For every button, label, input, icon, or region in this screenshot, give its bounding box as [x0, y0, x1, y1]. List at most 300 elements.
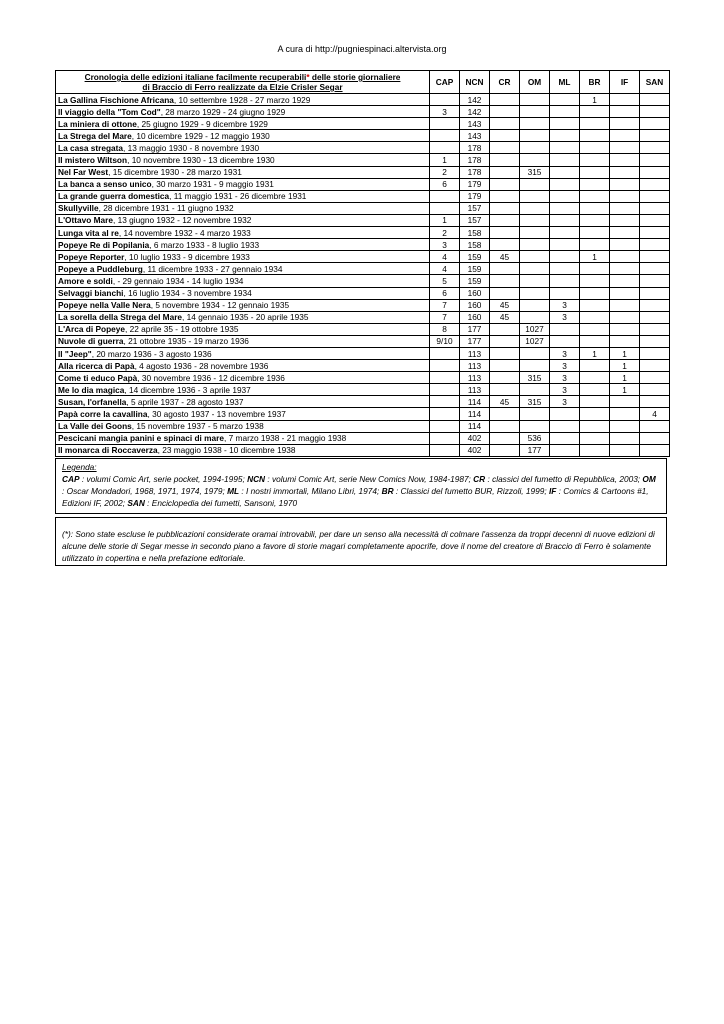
story-title: Papà corre la cavallina	[58, 408, 148, 419]
cell-br	[580, 154, 610, 166]
cell-ncn: 143	[460, 118, 490, 130]
cell-om	[520, 106, 550, 118]
story-dates: , - 29 gennaio 1934 - 14 luglio 1934	[112, 275, 244, 286]
cell-cap	[430, 384, 460, 396]
cell-cap	[430, 420, 460, 432]
chronology-table	[55, 70, 670, 457]
cell-if: 1	[610, 347, 640, 359]
col-header-om: OM	[520, 71, 550, 94]
cell-if	[610, 118, 640, 130]
story-dates: , 30 novembre 1936 - 12 dicembre 1936	[137, 372, 285, 383]
table-row	[56, 396, 670, 408]
cell-ncn: 178	[460, 166, 490, 178]
cell-san	[640, 444, 670, 456]
story-cell	[56, 202, 430, 214]
cell-san	[640, 384, 670, 396]
cell-ml	[550, 214, 580, 226]
cell-ml	[550, 239, 580, 251]
story-dates: , 10 novembre 1930 - 13 dicembre 1930	[127, 155, 275, 166]
legend-abbr: CAP	[62, 474, 80, 484]
table-row	[56, 251, 670, 263]
cell-br	[580, 335, 610, 347]
story-title: Come ti educo Papà	[58, 372, 138, 383]
cell-om	[520, 178, 550, 190]
cell-san	[640, 106, 670, 118]
story-cell	[56, 323, 430, 335]
cell-san	[640, 142, 670, 154]
story-cell	[56, 396, 430, 408]
story-dates: , 15 novembre 1937 - 5 marzo 1938	[131, 421, 264, 432]
cell-ncn: 157	[460, 214, 490, 226]
cell-cap	[430, 444, 460, 456]
site-credit: A cura di http://pugniespinaci.altervista.org	[277, 44, 447, 54]
story-cell	[56, 347, 430, 359]
legend-abbr: NCN	[247, 474, 266, 484]
cell-san	[640, 214, 670, 226]
cell-san	[640, 130, 670, 142]
cell-br	[580, 130, 610, 142]
cell-if	[610, 323, 640, 335]
table-header-row	[56, 71, 670, 94]
cell-cr	[490, 190, 520, 202]
cell-om: 315	[520, 396, 550, 408]
story-cell	[56, 372, 430, 384]
cell-ml	[550, 432, 580, 444]
cell-om	[520, 142, 550, 154]
cell-if: 1	[610, 372, 640, 384]
cell-om	[520, 263, 550, 275]
table-row	[56, 311, 670, 323]
cell-cr	[490, 360, 520, 372]
cell-ml	[550, 227, 580, 239]
footnote-star: *	[306, 72, 310, 82]
cell-if	[610, 130, 640, 142]
legend-title: Legenda:	[62, 462, 97, 472]
story-dates: , 14 gennaio 1935 - 20 aprile 1935	[182, 312, 309, 323]
cell-ncn: 160	[460, 311, 490, 323]
cell-if	[610, 106, 640, 118]
legend-abbr: BR	[381, 486, 394, 496]
cell-ncn: 178	[460, 154, 490, 166]
col-header-cr: CR	[490, 71, 520, 94]
story-cell	[56, 444, 430, 456]
cell-cr	[490, 227, 520, 239]
table-row	[56, 335, 670, 347]
table-row	[56, 347, 670, 359]
story-dates: , 11 dicembre 1933 - 27 gennaio 1934	[142, 263, 283, 274]
table-row	[56, 118, 670, 130]
story-dates: , 28 marzo 1929 - 24 giugno 1929	[160, 106, 286, 117]
cell-san	[640, 251, 670, 263]
cell-if	[610, 335, 640, 347]
cell-om	[520, 239, 550, 251]
cell-cr	[490, 202, 520, 214]
cell-ml	[550, 190, 580, 202]
legend-desc: : volumi Comic Art, serie pocket, 1994-1995;	[79, 474, 248, 484]
cell-cr	[490, 384, 520, 396]
cell-om: 1027	[520, 323, 550, 335]
cell-cap	[430, 118, 460, 130]
cell-cap: 9/10	[430, 335, 460, 347]
story-dates: , 14 novembre 1932 - 4 marzo 1933	[118, 227, 251, 238]
cell-if	[610, 311, 640, 323]
legend-abbr: CR	[473, 474, 486, 484]
cell-br	[580, 287, 610, 299]
cell-if	[610, 299, 640, 311]
cell-cr	[490, 130, 520, 142]
story-cell	[56, 130, 430, 142]
cell-br: 1	[580, 94, 610, 106]
story-title: Popeye nella Valle Nera	[58, 300, 151, 311]
cell-ml	[550, 178, 580, 190]
cell-om	[520, 154, 550, 166]
cell-br	[580, 444, 610, 456]
cell-ml	[550, 287, 580, 299]
cell-if	[610, 408, 640, 420]
table-row	[56, 202, 670, 214]
story-cell	[56, 420, 430, 432]
cell-san	[640, 432, 670, 444]
cell-san	[640, 275, 670, 287]
story-title: Il mistero Wiltson	[58, 155, 128, 166]
legend-abbr: SAN	[127, 498, 145, 508]
story-title: Selvaggi bianchi	[58, 288, 124, 299]
story-cell	[56, 239, 430, 251]
footnote-text: (*): Sono state escluse le pubblicazioni considerate oramai introvabili, per dare un senso alla necessità di colmare l'assenza da troppi decenni di nuove edizioni di alcune delle storie di Segar messe in secondo piano a favore di storie magari completamente apocrife, dove il nome del creatore di Braccio di Ferro è solamente utilizzato in copertina e nella prefazione editoriale.	[62, 529, 655, 563]
table-row	[56, 323, 670, 335]
cell-cap: 2	[430, 227, 460, 239]
cell-om	[520, 227, 550, 239]
story-title: La banca a senso unico	[58, 179, 152, 190]
story-cell	[56, 335, 430, 347]
story-title: Skullyville	[58, 203, 99, 214]
story-title: Popeye Reporter	[58, 251, 125, 262]
story-title: La Valle dei Goons	[58, 421, 132, 432]
cell-cr: 45	[490, 299, 520, 311]
story-dates: , 22 aprile 35 - 19 ottobre 1935	[125, 324, 239, 335]
story-title: Popeye a Puddleburg	[58, 263, 143, 274]
story-dates: , 15 dicembre 1930 - 28 marzo 1931	[108, 167, 242, 178]
table-row	[56, 166, 670, 178]
cell-om	[520, 214, 550, 226]
cell-br: 1	[580, 347, 610, 359]
cell-ncn: 159	[460, 263, 490, 275]
cell-ml	[550, 106, 580, 118]
cell-om	[520, 408, 550, 420]
cell-om: 315	[520, 372, 550, 384]
cell-ml: 3	[550, 299, 580, 311]
cell-cap: 4	[430, 251, 460, 263]
table-row	[56, 190, 670, 202]
story-cell	[56, 190, 430, 202]
cell-br	[580, 275, 610, 287]
story-title: Amore e soldi	[58, 275, 113, 286]
cell-cr	[490, 372, 520, 384]
cell-cr	[490, 263, 520, 275]
cell-if	[610, 444, 640, 456]
cell-san	[640, 202, 670, 214]
cell-if	[610, 190, 640, 202]
cell-cr	[490, 239, 520, 251]
col-header-if: IF	[610, 71, 640, 94]
cell-ml	[550, 408, 580, 420]
story-cell	[56, 275, 430, 287]
legend-desc: : Oscar Mondadori, 1968, 1971, 1974, 1979;	[62, 486, 228, 496]
story-cell	[56, 118, 430, 130]
story-dates: , 13 maggio 1930 - 8 novembre 1930	[123, 142, 260, 153]
story-title: La Strega del Mare	[58, 130, 132, 141]
story-cell	[56, 142, 430, 154]
table-row	[56, 275, 670, 287]
cell-br	[580, 432, 610, 444]
cell-br	[580, 239, 610, 251]
cell-om	[520, 311, 550, 323]
story-dates: , 23 maggio 1938 - 10 dicembre 1938	[157, 445, 296, 456]
cell-ml	[550, 420, 580, 432]
story-title: La grande guerra domestica	[58, 191, 170, 202]
cell-if: 1	[610, 384, 640, 396]
cell-ml	[550, 94, 580, 106]
cell-cr	[490, 275, 520, 287]
cell-om	[520, 275, 550, 287]
cell-om	[520, 299, 550, 311]
cell-cap: 3	[430, 106, 460, 118]
cell-cr	[490, 214, 520, 226]
story-title: Me lo dia magica	[58, 384, 125, 395]
cell-cr	[490, 347, 520, 359]
col-header-cap: CAP	[430, 71, 460, 94]
cell-cr: 45	[490, 251, 520, 263]
story-dates: , 7 marzo 1938 - 21 maggio 1938	[224, 433, 347, 444]
legend-abbr: ML	[227, 486, 240, 496]
cell-cap	[430, 372, 460, 384]
story-cell	[56, 384, 430, 396]
cell-ncn: 160	[460, 287, 490, 299]
cell-ncn: 113	[460, 384, 490, 396]
story-title: Nel Far West	[58, 167, 109, 178]
cell-if: 1	[610, 360, 640, 372]
story-dates: , 14 dicembre 1936 - 3 aprile 1937	[124, 384, 251, 395]
table-row	[56, 178, 670, 190]
cell-if	[610, 287, 640, 299]
cell-ncn: 142	[460, 106, 490, 118]
story-title: Lunga vita al re	[58, 227, 119, 238]
cell-cap	[430, 130, 460, 142]
story-title: Alla ricerca di Papà	[58, 360, 135, 371]
cell-br	[580, 227, 610, 239]
cell-cap: 1	[430, 214, 460, 226]
cell-if	[610, 142, 640, 154]
table-row	[56, 432, 670, 444]
cell-cap: 1	[430, 154, 460, 166]
table-row	[56, 214, 670, 226]
cell-br	[580, 118, 610, 130]
cell-ml: 3	[550, 396, 580, 408]
cell-cr	[490, 323, 520, 335]
cell-br	[580, 323, 610, 335]
cell-ml	[550, 323, 580, 335]
cell-cap: 4	[430, 263, 460, 275]
cell-cr	[490, 432, 520, 444]
story-cell	[56, 154, 430, 166]
cell-cap: 5	[430, 275, 460, 287]
cell-om	[520, 251, 550, 263]
cell-ncn: 158	[460, 227, 490, 239]
table-title-line1-end: delle storie giornaliere	[309, 72, 401, 82]
cell-cap	[430, 202, 460, 214]
cell-br	[580, 299, 610, 311]
cell-san	[640, 347, 670, 359]
table-row	[56, 372, 670, 384]
cell-san	[640, 118, 670, 130]
cell-if	[610, 432, 640, 444]
cell-ncn: 113	[460, 372, 490, 384]
cell-ncn: 160	[460, 299, 490, 311]
cell-cap	[430, 142, 460, 154]
table-row	[56, 227, 670, 239]
table-title-line1: Cronologia delle edizioni italiane facilmente recuperabili	[84, 72, 307, 82]
cell-om: 177	[520, 444, 550, 456]
cell-san	[640, 166, 670, 178]
cell-om	[520, 118, 550, 130]
story-dates: , 10 dicembre 1929 - 12 maggio 1930	[131, 130, 270, 141]
story-dates: , 30 marzo 1931 - 9 maggio 1931	[151, 179, 274, 190]
cell-if	[610, 227, 640, 239]
legend-desc: : I nostri immortali, Milano Libri, 1974;	[239, 486, 382, 496]
story-cell	[56, 287, 430, 299]
legend-box	[55, 458, 667, 514]
cell-san	[640, 263, 670, 275]
cell-san	[640, 287, 670, 299]
cell-if	[610, 178, 640, 190]
footnote-box	[55, 517, 667, 566]
col-header-san: SAN	[640, 71, 670, 94]
table-row	[56, 384, 670, 396]
cell-cap	[430, 396, 460, 408]
story-cell	[56, 408, 430, 420]
cell-san	[640, 227, 670, 239]
story-title: Il viaggio della "Tom Cod"	[58, 106, 161, 117]
cell-cap	[430, 190, 460, 202]
cell-cap: 2	[430, 166, 460, 178]
story-dates: , 13 giugno 1932 - 12 novembre 1932	[113, 215, 252, 226]
story-dates: , 4 agosto 1936 - 28 novembre 1936	[134, 360, 269, 371]
cell-cap: 3	[430, 239, 460, 251]
cell-cap: 8	[430, 323, 460, 335]
cell-cr	[490, 106, 520, 118]
cell-cr: 45	[490, 396, 520, 408]
table-row	[56, 94, 670, 106]
cell-om	[520, 287, 550, 299]
story-dates: , 5 aprile 1937 - 28 agosto 1937	[126, 396, 244, 407]
cell-ncn: 113	[460, 360, 490, 372]
story-dates: , 10 settembre 1928 - 27 marzo 1929	[173, 94, 311, 105]
story-dates: , 25 giugno 1929 - 9 dicembre 1929	[136, 118, 268, 129]
cell-cap	[430, 347, 460, 359]
col-header-br: BR	[580, 71, 610, 94]
cell-br	[580, 214, 610, 226]
story-cell	[56, 251, 430, 263]
cell-san	[640, 396, 670, 408]
cell-ncn: 114	[460, 420, 490, 432]
story-title: La sorella della Strega del Mare	[58, 312, 183, 323]
cell-ncn: 179	[460, 178, 490, 190]
table-title	[56, 71, 430, 94]
story-dates: , 11 maggio 1931 - 26 dicembre 1931	[169, 191, 307, 202]
cell-if	[610, 94, 640, 106]
cell-if	[610, 251, 640, 263]
cell-ncn: 178	[460, 142, 490, 154]
cell-om	[520, 347, 550, 359]
cell-cap	[430, 360, 460, 372]
cell-cap: 6	[430, 178, 460, 190]
table-title-line2: di Braccio di Ferro realizzate da Elzie Crisler Segar	[142, 82, 343, 92]
legend-desc: : classici del fumetto di Repubblica, 2003;	[485, 474, 643, 484]
cell-om: 1027	[520, 335, 550, 347]
cell-br	[580, 202, 610, 214]
table-row	[56, 420, 670, 432]
cell-ncn: 159	[460, 275, 490, 287]
cell-ml	[550, 142, 580, 154]
cell-ncn: 177	[460, 323, 490, 335]
cell-san	[640, 311, 670, 323]
cell-san	[640, 372, 670, 384]
table-row	[56, 444, 670, 456]
cell-br	[580, 384, 610, 396]
cell-ml	[550, 335, 580, 347]
story-cell	[56, 166, 430, 178]
legend-desc: : Enciclopedia dei fumetti, Sansoni, 1970	[144, 498, 298, 508]
story-cell	[56, 178, 430, 190]
cell-ml: 3	[550, 347, 580, 359]
cell-om	[520, 384, 550, 396]
cell-ml	[550, 166, 580, 178]
story-title: Il monarca di Roccaverza	[58, 445, 158, 456]
cell-cr: 45	[490, 311, 520, 323]
story-dates: , 5 novembre 1934 - 12 gennaio 1935	[150, 300, 290, 311]
cell-ncn: 142	[460, 94, 490, 106]
cell-if	[610, 275, 640, 287]
cell-cr	[490, 154, 520, 166]
story-dates: , 21 ottobre 1935 - 19 marzo 1936	[123, 336, 249, 347]
legend-text	[62, 473, 660, 509]
table-row	[56, 263, 670, 275]
table-row	[56, 360, 670, 372]
cell-cr	[490, 166, 520, 178]
legend-desc: : volumi Comic Art, serie New Comics Now, 1984-1987;	[265, 474, 474, 484]
cell-ncn: 177	[460, 335, 490, 347]
story-dates: , 16 luglio 1934 - 3 novembre 1934	[123, 288, 252, 299]
story-cell	[56, 263, 430, 275]
cell-ncn: 157	[460, 202, 490, 214]
cell-ncn: 159	[460, 251, 490, 263]
cell-san	[640, 360, 670, 372]
cell-cr	[490, 178, 520, 190]
story-cell	[56, 227, 430, 239]
cell-if	[610, 420, 640, 432]
cell-if	[610, 239, 640, 251]
story-cell	[56, 94, 430, 106]
cell-cap	[430, 94, 460, 106]
cell-cr	[490, 118, 520, 130]
story-title: Pescicani mangia panini e spinaci di mare	[58, 433, 225, 444]
cell-san	[640, 94, 670, 106]
table-row	[56, 106, 670, 118]
cell-cap	[430, 432, 460, 444]
cell-san	[640, 299, 670, 311]
cell-cr	[490, 444, 520, 456]
story-dates: , 28 dicembre 1931 - 11 giugno 1932	[98, 203, 234, 214]
